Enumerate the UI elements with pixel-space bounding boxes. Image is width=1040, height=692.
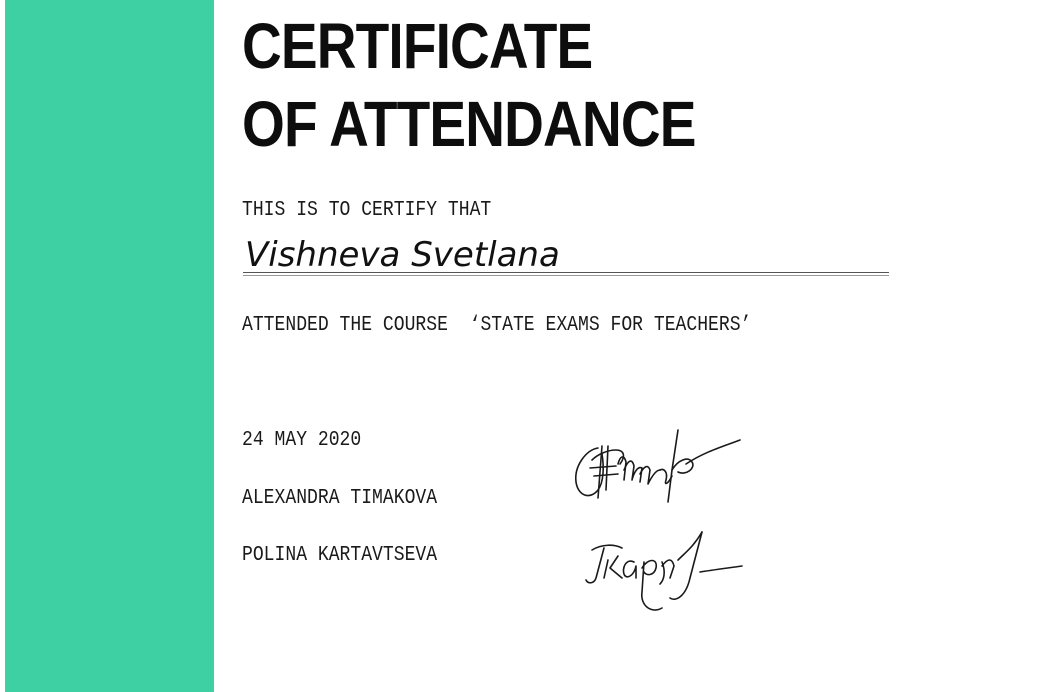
recipient-name: Vishneva Svetlana <box>245 235 560 275</box>
recipient-underline-shadow <box>243 275 889 276</box>
certificate-date: 24 MAY 2020 <box>242 429 362 452</box>
course-statement <box>242 315 751 336</box>
decorative-side-band <box>5 0 214 692</box>
signature-1 <box>568 420 748 510</box>
recipient-underline <box>243 272 889 273</box>
signature-2 <box>582 522 762 617</box>
course-name: ‘STATE EXAMS FOR TEACHERS’ <box>469 314 752 337</box>
certificate-title-line-1: CERTIFICATE <box>242 10 593 82</box>
certificate-title-line-2: OF ATTENDANCE <box>242 88 696 160</box>
signer-name-1: ALEXANDRA TIMAKOVA <box>242 487 438 510</box>
certify-statement: THIS IS TO CERTIFY THAT <box>242 199 492 222</box>
attended-prefix: ATTENDED THE COURSE <box>242 314 448 337</box>
signer-name-2: POLINA KARTAVTSEVA <box>242 544 438 567</box>
